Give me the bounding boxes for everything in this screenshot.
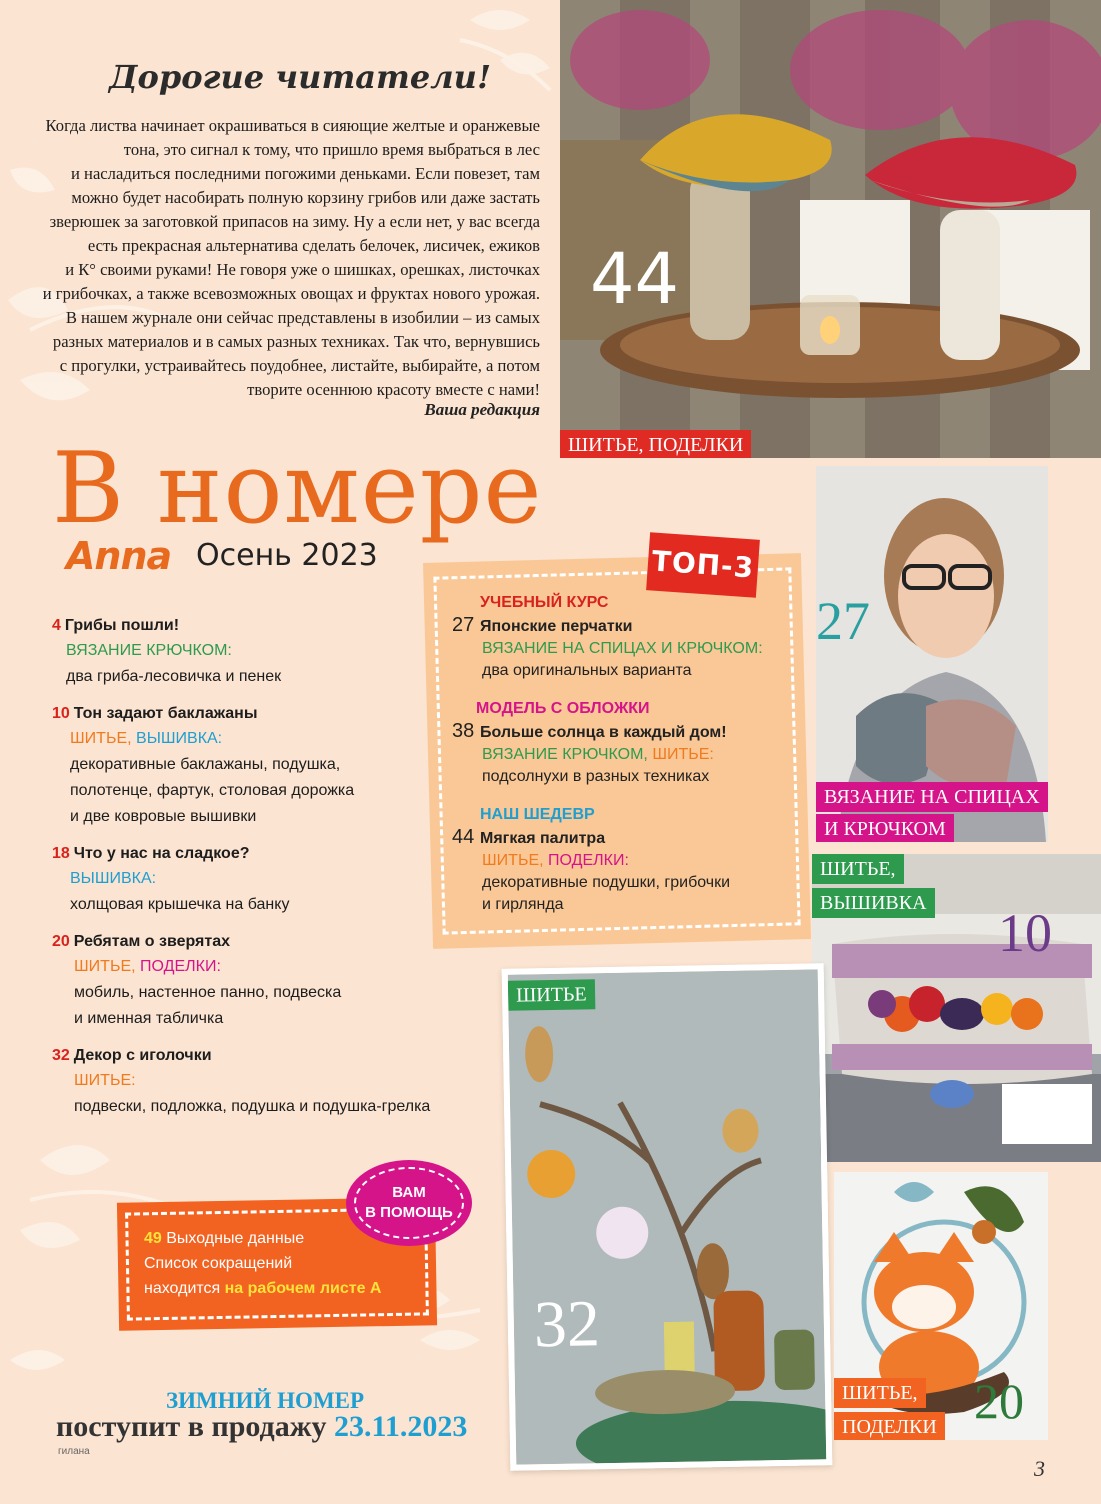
toc-entry-title-text: Грибы пошли! <box>64 617 180 634</box>
letter-line: можно будет насобирать полную корзину грибов или даже застать <box>71 188 540 207</box>
letter-line: Когда листва начинает окрашиваться в сияющие желтые и оранжевые <box>45 116 540 135</box>
top3-item[interactable] <box>452 592 792 682</box>
category-label: ВЯЗАНИЕ КРЮЧКОМ, <box>482 746 648 763</box>
top3-item[interactable] <box>452 804 792 916</box>
top3-badge: ТОП-3 <box>646 532 760 598</box>
greeting-title: Дорогие читатели! <box>109 58 491 96</box>
toc-entry-title <box>52 930 472 954</box>
help-line: Список сокращений <box>144 1255 293 1272</box>
top3-item-category <box>452 850 792 872</box>
page-number-32: 32 <box>533 1287 601 1362</box>
category-label: ПОДЕЛКИ: <box>548 852 629 869</box>
ornament-branch-photo[interactable] <box>502 963 833 1471</box>
top3-item-number: 38 <box>452 720 475 742</box>
help-line-text: находится <box>144 1280 221 1297</box>
letter-line: разных материалов и в самых разных техниках. Так что, вернувшись <box>52 332 540 351</box>
toc-entry[interactable] <box>52 614 472 690</box>
help-bubble-line: ВАМ <box>392 1184 426 1201</box>
toc-entry-title-text: Тон задают баклажаны <box>73 705 258 722</box>
toc-entry-description: и две ковровые вышивки <box>70 808 257 825</box>
toc-entry-title <box>52 842 472 866</box>
top3-item-description: два оригинальных варианта <box>482 662 692 679</box>
toc-entry-number: 32 <box>52 1047 70 1064</box>
letter-line: творите осеннюю красоту вместе с нами! <box>247 380 540 399</box>
top3-item-number: 27 <box>452 614 475 636</box>
toc-entry-description: декоративные баклажаны, подушка, <box>70 756 341 773</box>
category-label: ВЯЗАНИЕ НА СПИЦАХ И КРЮЧКОМ: <box>482 640 763 657</box>
category-tag-line1: ВЯЗАНИЕ НА СПИЦАХ <box>816 782 1048 812</box>
toc-entry-description: мобиль, настенное панно, подвеска <box>74 984 342 1001</box>
category-tag: ШИТЬЕ, ПОДЕЛКИ <box>560 430 751 458</box>
toc-entry-description: подвески, подложка, подушка и подушка-грелка <box>74 1098 431 1115</box>
table-of-contents <box>52 614 472 1132</box>
category-tag-line1: ШИТЬЕ, <box>812 854 904 884</box>
help-line <box>144 1276 434 1301</box>
help-bubble <box>346 1160 472 1246</box>
toc-entry-description: полотенце, фартук, столовая дорожка <box>70 782 355 799</box>
top3-item-title: Японские перчатки <box>480 618 633 635</box>
toc-entry-category <box>52 954 472 980</box>
help-bubble-line: В ПОМОЩЬ <box>365 1204 453 1221</box>
toc-entry-category <box>52 866 472 892</box>
toc-entry-number: 10 <box>52 705 70 722</box>
toc-entry[interactable] <box>52 1044 472 1120</box>
toc-entry-description: и именная табличка <box>74 1010 224 1027</box>
letter-line: с прогулки, устраивайтесь поудобнее, листайте, выбирайте, а потом <box>59 356 540 375</box>
letter-line: и насладиться последними погожими деньками. Если повезет, там <box>71 164 540 183</box>
intro-letter <box>40 114 540 402</box>
page-number-20: 20 <box>974 1373 1024 1429</box>
category-tag-line2: ВЫШИВКА <box>812 888 935 918</box>
anna-logo: Anna <box>66 534 172 578</box>
toc-entry-number: 18 <box>52 845 70 862</box>
top3-item-row <box>452 826 792 850</box>
category-label: ВЫШИВКА: <box>70 870 157 887</box>
toc-entry-category <box>52 726 472 752</box>
help-highlight: на рабочем листе А <box>224 1280 382 1297</box>
category-label: ШИТЬЕ: <box>652 746 714 763</box>
photo-credit: гилана <box>58 1446 90 1457</box>
top3-item-row <box>452 614 792 638</box>
category-tag-line1: ШИТЬЕ, <box>834 1378 926 1408</box>
toc-entry-number: 20 <box>52 933 70 950</box>
issue-season: Осень 2023 <box>196 538 378 573</box>
toc-entry[interactable] <box>52 702 472 830</box>
letter-line: зверюшек за заготовкой припасов на зиму. Ну а если нет, у вас всегда <box>49 212 540 231</box>
top3-item-number: 44 <box>452 826 475 848</box>
toc-entry-title <box>52 702 472 726</box>
category-label: ВЫШИВКА: <box>136 730 223 747</box>
category-tag-line2: ПОДЕЛКИ <box>834 1412 945 1440</box>
section-heading: В номере <box>52 432 543 546</box>
toc-entry-description: два гриба-лесовичка и пенек <box>66 668 282 685</box>
toc-entry[interactable] <box>52 930 472 1032</box>
page-number-27: 27 <box>816 591 870 651</box>
on-sale-date: 23.11.2023 <box>333 1410 468 1443</box>
top3-item-title: Больше солнца в каждый дом! <box>480 724 727 741</box>
category-label: ШИТЬЕ: <box>74 1072 136 1089</box>
top3-item-row <box>452 720 792 744</box>
mushrooms-illustration <box>560 0 1101 458</box>
top3-item-description: декоративные подушки, грибочки <box>482 874 731 891</box>
top3-item[interactable] <box>452 698 792 788</box>
letter-line: тона, это сигнал к тому, что пришло время выбраться в лес <box>123 140 540 159</box>
toc-entry-title-text: Что у нас на сладкое? <box>73 845 250 862</box>
fox-wreath-photo[interactable] <box>834 1172 1048 1440</box>
toc-entry-number: 4 <box>52 617 61 634</box>
branch-illustration <box>508 969 827 1464</box>
letter-line: и грибочках, а также всевозможных овощах и фруктах нового урожая. <box>42 284 540 303</box>
top3-item-label: УЧЕБНЫЙ КУРС <box>480 594 609 611</box>
top3-item-label: НАШ ШЕДЕВР <box>480 806 595 823</box>
toc-entry-description: холщовая крышечка на банку <box>70 896 290 913</box>
letter-signature: Ваша редакция <box>424 400 540 419</box>
toc-entry-title-text: Ребятам о зверятах <box>73 933 231 950</box>
top3-list <box>452 592 792 932</box>
gloves-photo[interactable] <box>816 466 1048 842</box>
toc-entry-category <box>52 638 472 664</box>
category-label: ШИТЬЕ, <box>74 958 136 975</box>
eggplant-pillow-photo[interactable] <box>812 854 1101 1162</box>
top3-item-description: и гирлянда <box>482 896 564 913</box>
mushrooms-photo[interactable] <box>560 0 1101 458</box>
category-label: ШИТЬЕ, <box>482 852 544 869</box>
page-number: 3 <box>1034 1456 1045 1481</box>
next-issue-sale <box>56 1410 467 1444</box>
toc-entry-title-text: Декор с иголочки <box>73 1047 212 1064</box>
page-number-10: 10 <box>998 903 1052 963</box>
category-tag: ШИТЬЕ <box>508 979 595 1011</box>
top3-item-label: МОДЕЛЬ С ОБЛОЖКИ <box>476 700 650 717</box>
category-label: ПОДЕЛКИ: <box>140 958 221 975</box>
on-sale-text: поступит в продажу <box>56 1410 327 1443</box>
letter-line: В нашем журнале они сейчас представлены в изобилии – из самых <box>65 308 540 327</box>
top3-item-category <box>452 744 792 766</box>
top3-item-category <box>452 638 792 660</box>
category-label: ШИТЬЕ, <box>70 730 132 747</box>
category-label: ВЯЗАНИЕ КРЮЧКОМ: <box>66 642 232 659</box>
page-number-44: 44 <box>590 238 680 320</box>
letter-line: есть прекрасная альтернатива сделать белочек, лисичек, ежиков <box>87 236 540 255</box>
help-line-text: Выходные данные <box>166 1230 305 1247</box>
toc-entry-title <box>52 1044 472 1068</box>
help-page-number: 49 <box>144 1230 162 1247</box>
toc-entry-title <box>52 614 472 638</box>
top3-item-title: Мягкая палитра <box>480 830 606 847</box>
next-issue-label: ЗИМНИЙ НОМЕР <box>166 1388 365 1413</box>
toc-entry[interactable] <box>52 842 472 918</box>
toc-entry-category <box>52 1068 472 1094</box>
category-tag-line2: И КРЮЧКОМ <box>816 814 954 842</box>
letter-line: и К° своими руками! Не говоря уже о шишках, орешках, листочках <box>65 260 540 279</box>
top3-item-description: подсолнухи в разных техниках <box>482 768 710 785</box>
